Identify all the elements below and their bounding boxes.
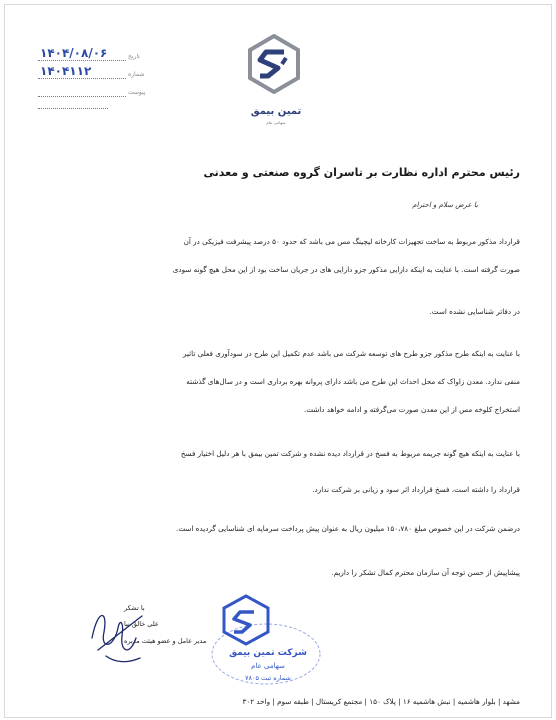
body-line: منفی ندارد. معدن زاواک که محل احداث این طرح می باشد دارای پروانه بهره برداری است و در سال‌های گذشته: [186, 377, 520, 386]
date-label: تاریخ: [128, 53, 140, 60]
body-line: درضمن شرکت در این خصوص مبلغ ۱۵۰،۷۸۰ میلیون ریال به عنوان پیش پرداخت سرمایه ای شناسایی گردیده است.: [176, 524, 520, 533]
extra-underline: [38, 108, 108, 109]
body-line: با عنایت به اینکه هیچ گونه جریمه مربوط به فسخ در قرارداد دیده نشده و شرکت تمین بیمق با هر دلیل اختیار فسخ: [180, 449, 520, 458]
stamp-company: شرکت تمین بیمق: [229, 648, 307, 658]
signature-name: علی خالق نیا: [124, 620, 159, 628]
body-line: قرارداد را داشته است، فسخ قرارداد اثر سود و زیانی بر شرکت ندارد.: [312, 485, 520, 494]
letter-title: رئیس محترم اداره نظارت بر تاسران گروه صنعتی و معدنی: [203, 166, 520, 179]
company-logo-icon: [246, 34, 302, 94]
logo-company-name: تمین بیمق: [250, 106, 302, 117]
number-underline: [38, 78, 126, 79]
number-label: شماره: [128, 71, 145, 78]
footer-address: مشهد | بلوار هاشمیه | نبش هاشمیه ۱۶ | پلاک ۱۵۰ | مجتمع کریستال | طبقه سوم | واحد ۳۰۲: [242, 697, 520, 706]
body-line: استخراج کلوخه مس از این معدن صورت می‌گرفته و ادامه خواهد داشت.: [303, 405, 520, 414]
signature-thanks: با تشکر: [124, 604, 145, 612]
letter-greeting: با عرض سلام و احترام: [412, 201, 478, 209]
logo-subtitle: سهامی عام: [266, 120, 286, 125]
body-line: در دفاتر شناسایی نشده است.: [429, 307, 520, 316]
body-line: صورت گرفته است. با عنایت به اینکه دارایی مذکور جزو دارایی های در جریان ساخت بود از این محل هیچ گونه سودی: [172, 265, 520, 274]
body-line: پیشاپیش از حسن توجه آن سازمان محترم کمال تشکر را داریم.: [331, 568, 520, 577]
body-line: قرارداد مذکور مربوط به ساخت تجهیزات کارخانه لیچینگ مس می باشد که حدود ۵۰ درصد پیشرفت فیزیکی در آن: [183, 237, 520, 246]
date-underline: [38, 60, 126, 61]
signature-position: مدیر عامل و عضو هیئت مدیره: [124, 637, 207, 645]
signature-scribble-icon: [84, 598, 150, 668]
body-line: با عنایت به اینکه طرح مذکور جزو طرح های توسعه شرکت می باشد عدم تکمیل این طرح در سودآوری فعلی تاثیر: [183, 349, 520, 358]
attach-underline: [38, 96, 126, 97]
attach-label: پیوست: [128, 89, 146, 96]
stamp-type: سهامی عام: [251, 662, 285, 670]
header-number: ۱۴۰۴۱۱۲: [40, 64, 92, 78]
header-date: ۱۴۰۴/۰۸/۰۶: [40, 46, 108, 60]
stamp-reg-no: شماره ثبت ۷۸۰۵: [245, 674, 291, 682]
